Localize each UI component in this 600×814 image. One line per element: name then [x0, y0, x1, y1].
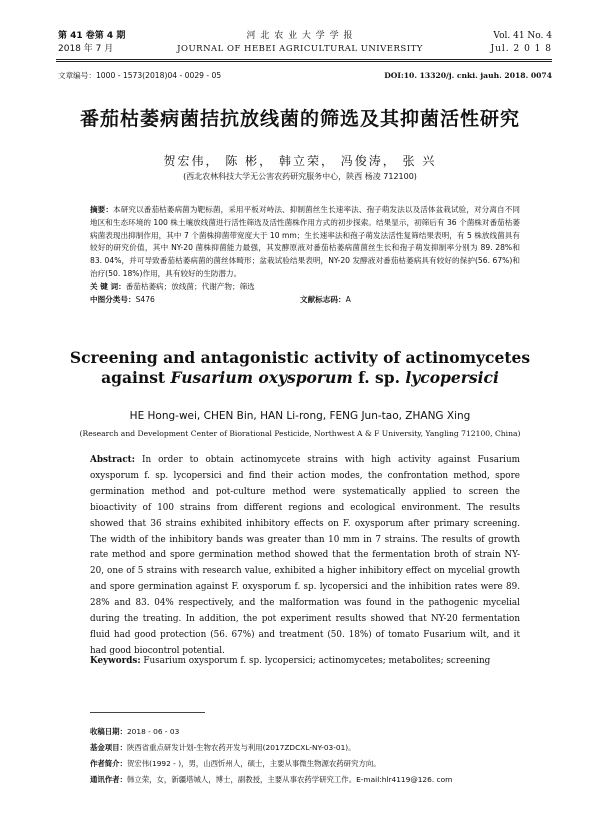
footnote-author	[90, 757, 530, 771]
footnote-fund	[90, 741, 530, 755]
keywords-en-text: Fusarium oxysporum f. sp. lycopersici; actinomycetes; metabolites; screening	[143, 656, 491, 666]
clc-code: S476	[135, 294, 155, 304]
corr-text: 韩立荣，女，新疆塔城人，博士，副教授，主要从事农药学研究工作。E-mail:hlr4119@126. com	[126, 775, 453, 784]
journal-name-cn: 河 北 农 业 大 学 学 报	[246, 31, 354, 41]
article-number: 文章编号：1000 - 1573(2018)04 - 0029 - 05	[58, 71, 222, 80]
title-en-species: Fusarium oxysporum	[170, 368, 353, 387]
doc-code: A	[345, 294, 351, 304]
keywords-cn-label: 关 键 词：	[90, 281, 126, 291]
abstract-cn	[90, 204, 520, 306]
keywords-cn	[90, 281, 520, 294]
doc-code-label: 文献标志码：	[300, 294, 346, 304]
classification-line	[90, 294, 520, 307]
footnote-corresponding	[90, 773, 530, 787]
date-en: Jul. 2 0 1 8	[490, 44, 552, 54]
affiliation-cn: (西北农林科技大学无公害农药研究服务中心，陕西 杨凌 712100)	[183, 172, 417, 181]
title-en-prefix: against	[101, 368, 171, 387]
corr-label: 通讯作者：	[90, 775, 127, 784]
authors-cn: 贺宏伟， 陈 彬， 韩立荣， 冯俊涛， 张 兴	[163, 154, 437, 168]
header-rule	[56, 59, 552, 60]
doc-code-wrap	[300, 294, 351, 307]
footnote-rule	[90, 712, 205, 713]
header-rule-2	[56, 61, 552, 62]
abstract-en-text: In order to obtain actinomycete strains with high activity against Fusarium oxysporum f. sp. lycopersici and find their action modes, the confrontation method, spore germination method and pot-culture method were systematically applied to screen the bioactivity of 100 strains from different regions and ecological environment. The results showed that 36 strains exhibited inhibitory effects on F. oxysporum after primary screening. The width of the inhibitory bands was greater than 10 mm in 7 strains. The results of growth rate method and spore germination method showed that the fermentation broth of strain NY-20, one of 5 strains with research value, exhibited a higher inhibitory effect on mycelial growth and spore germination against F. oxysporum f. sp. lycopersici and the inhibition rates were 89. 28% and 83. 04% respectively, and the malformation was found in the pathogenic mycelial during the treating. In addition, the pot experiment results showed that NY-20 fermentation fluid had good protection (56. 67%) and treatment (50. 18%) of tomato Fusarium wilt, and it had good biocontrol potential.	[90, 455, 520, 656]
volume-en: Vol. 41 No. 4	[493, 31, 552, 41]
author-label: 作者简介：	[90, 759, 127, 768]
abstract-en-label: Abstract:	[90, 455, 135, 465]
received-label: 收稿日期：	[90, 727, 127, 736]
title-en	[0, 348, 600, 388]
fund-text: 陕西省重点研发计划-生物农药开发与利用(2017ZDCXL-NY-03-01)。	[126, 743, 356, 752]
keywords-en-label: Keywords:	[90, 656, 141, 666]
volume-issue: 第 41 卷第 4 期	[58, 31, 126, 41]
publication-date: 2018 年 7 月	[58, 44, 114, 54]
authors-en: HE Hong-wei, CHEN Bin, HAN Li-rong, FENG Jun-tao, ZHANG Xing	[129, 410, 471, 422]
clc-label: 中图分类号：	[90, 294, 136, 304]
title-en-line1: Screening and antagonistic activity of actinomycetes	[69, 348, 531, 367]
abstract-cn-label: 摘要：	[90, 205, 114, 214]
keywords-en	[90, 656, 530, 666]
received-date: 2018 - 06 - 03	[126, 727, 180, 736]
title-en-forma: lycopersici	[405, 368, 499, 387]
abstract-cn-text: 本研究以番茄枯萎病菌为靶标菌，采用平板对峙法、抑制菌丝生长速率法、孢子萌发法以及活体盆栽试验，对分离自不同地区和生态环境的 100 株土壤放线菌进行活性筛选及活性菌株作用方式的初步探索。结果显示，初筛后有 36 个菌株对番茄枯萎病菌表现出抑制作用，其中 7 个菌株抑菌带宽度大于 10 mm；生长速率法和孢子萌发法活性复筛结果表明，有 5 株放线菌具有较好的研究价值，其中 NY-20 菌株抑菌能力最强，其发酵原液对番茄枯萎病菌菌丝生长和孢子萌发抑制率分别为 89. 28%和 83. 04%，并可导致番茄枯萎病菌的菌丝体畸形；盆栽试验结果表明，NY-20 发酵液对番茄枯萎病具有较好的保护(56. 67%)和治疗(50. 18%)作用，具有较好的生防潜力。	[90, 205, 521, 278]
author-text: 贺宏伟(1992 - )，男，山西忻州人，硕士，主要从事微生物源农药研究方向。	[126, 759, 381, 768]
title-cn: 番茄枯萎病菌拮抗放线菌的筛选及其抑菌活性研究	[79, 108, 520, 130]
fund-label: 基金项目：	[90, 743, 127, 752]
affiliation-en: (Research and Development Center of Biorational Pesticide, Northwest A & F University, Yangling 712100, China)	[79, 429, 521, 438]
abstract-en	[90, 453, 520, 660]
journal-name-en: JOURNAL OF HEBEI AGRICULTURAL UNIVERSITY	[177, 44, 423, 54]
title-en-line2	[0, 368, 600, 388]
footnote-received	[90, 725, 530, 739]
keywords-cn-text: 番茄枯萎病；放线菌；代谢产物；筛选	[125, 281, 255, 291]
doi: DOI:10. 13320/j. cnki. jauh. 2018. 0074	[384, 71, 552, 80]
title-en-fsp: f. sp.	[352, 368, 406, 387]
